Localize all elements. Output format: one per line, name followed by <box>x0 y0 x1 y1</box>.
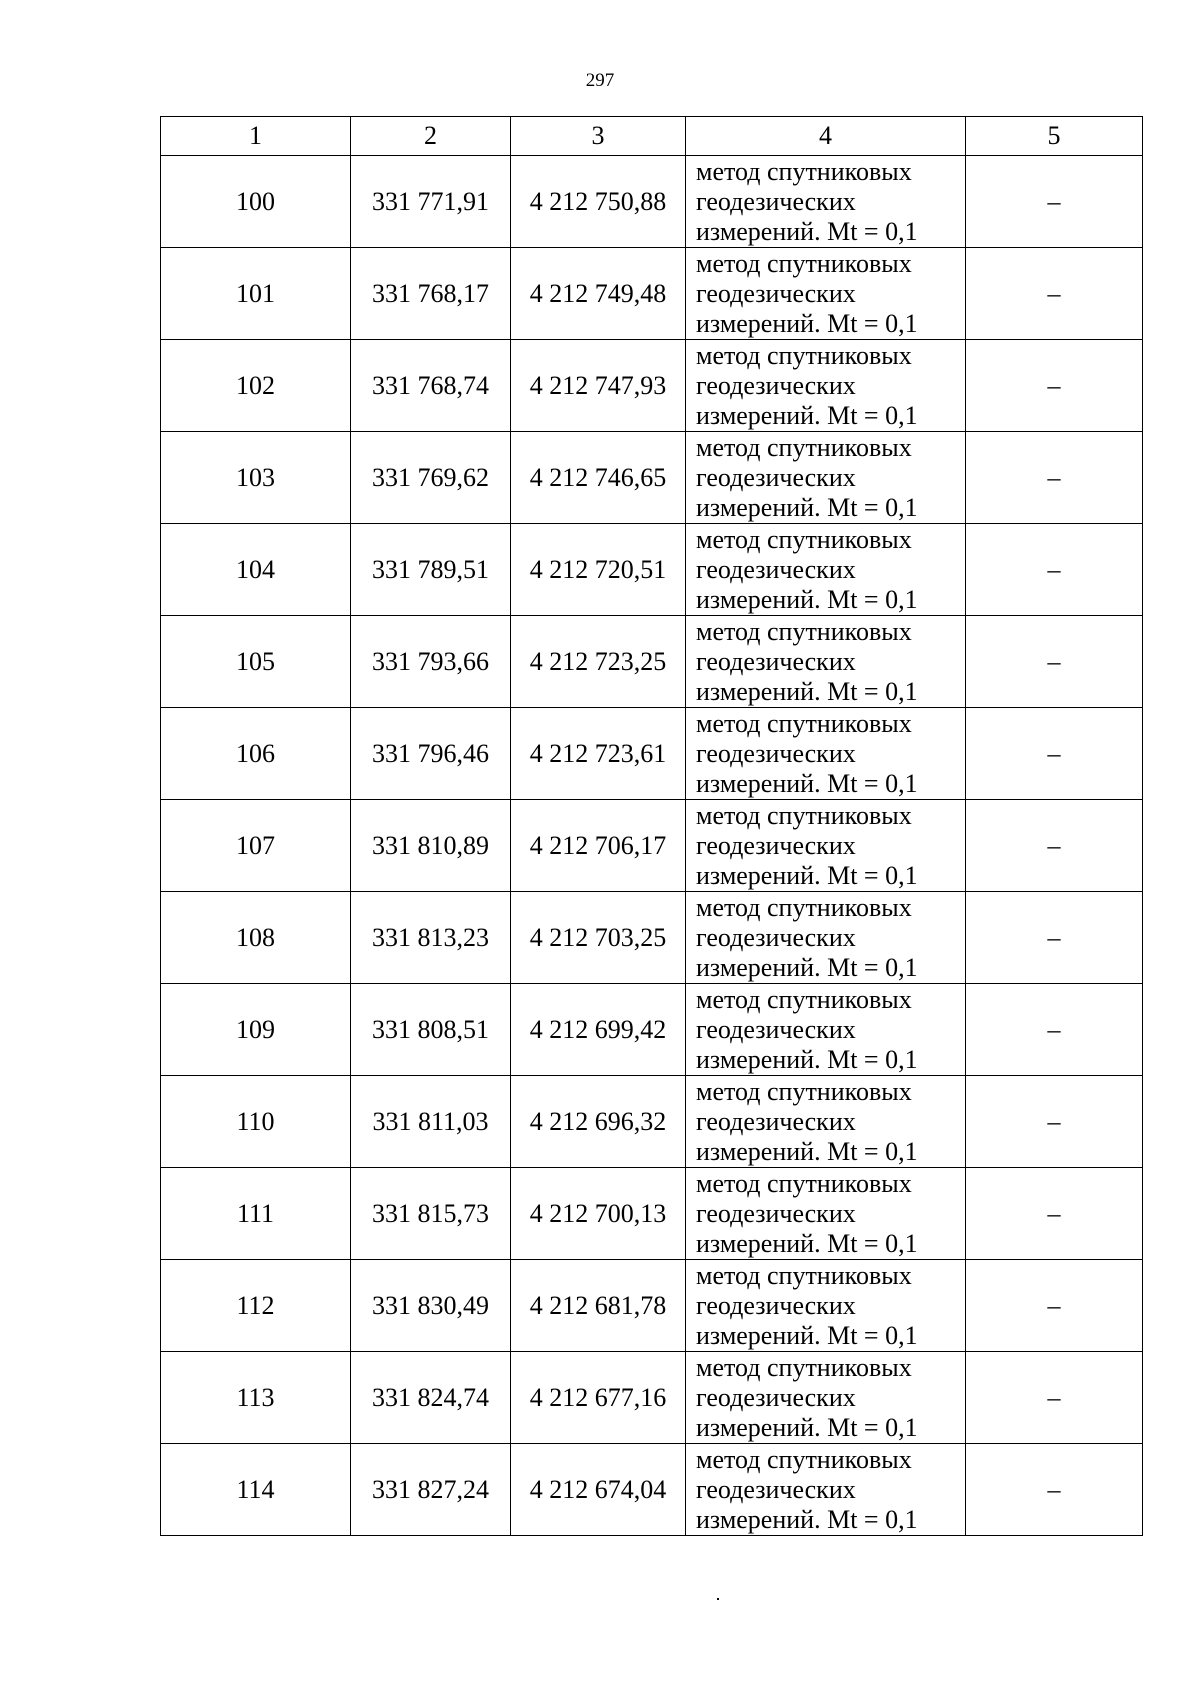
x-coordinate-cell: 331 808,51 <box>351 984 511 1076</box>
method-line: измерений. Mt = 0,1 <box>696 1412 918 1442</box>
method-line: геодезических <box>696 554 856 584</box>
note-cell: – <box>966 340 1143 432</box>
method-line: геодезических <box>696 830 856 860</box>
method-line: геодезических <box>696 1290 856 1320</box>
method-line: геодезических <box>696 186 856 216</box>
method-line: метод спутниковых <box>696 892 912 922</box>
method-line: метод спутниковых <box>696 432 912 462</box>
point-number-cell: 109 <box>161 984 351 1076</box>
header-col-2: 2 <box>351 117 511 156</box>
note-cell: – <box>966 1260 1143 1352</box>
x-coordinate-cell: 331 796,46 <box>351 708 511 800</box>
x-coordinate-cell: 331 824,74 <box>351 1352 511 1444</box>
x-coordinate-cell: 331 810,89 <box>351 800 511 892</box>
x-coordinate-cell: 331 768,17 <box>351 248 511 340</box>
method-line: метод спутниковых <box>696 984 912 1014</box>
table-row <box>161 1444 1143 1536</box>
table-row <box>161 708 1143 800</box>
table-body <box>161 156 1143 1536</box>
table-row <box>161 984 1143 1076</box>
note-cell: – <box>966 984 1143 1076</box>
x-coordinate-cell: 331 811,03 <box>351 1076 511 1168</box>
x-coordinate-cell: 331 827,24 <box>351 1444 511 1536</box>
method-line: измерений. Mt = 0,1 <box>696 1136 918 1166</box>
note-cell: – <box>966 1352 1143 1444</box>
note-cell: – <box>966 708 1143 800</box>
y-coordinate-cell: 4 212 750,88 <box>511 156 686 248</box>
method-line: метод спутниковых <box>696 248 912 278</box>
note-cell: – <box>966 432 1143 524</box>
method-line: метод спутниковых <box>696 1352 912 1382</box>
table-row <box>161 1260 1143 1352</box>
y-coordinate-cell: 4 212 677,16 <box>511 1352 686 1444</box>
header-col-4: 4 <box>686 117 966 156</box>
note-cell: – <box>966 156 1143 248</box>
method-cell <box>686 800 966 892</box>
method-line: измерений. Mt = 0,1 <box>696 584 918 614</box>
note-cell: – <box>966 524 1143 616</box>
x-coordinate-cell: 331 830,49 <box>351 1260 511 1352</box>
y-coordinate-cell: 4 212 681,78 <box>511 1260 686 1352</box>
table-row <box>161 1352 1143 1444</box>
method-line: измерений. Mt = 0,1 <box>696 1228 918 1258</box>
table-row <box>161 1076 1143 1168</box>
method-cell <box>686 1076 966 1168</box>
table-row <box>161 340 1143 432</box>
method-cell <box>686 156 966 248</box>
method-cell <box>686 892 966 984</box>
method-line: геодезических <box>696 1474 856 1504</box>
table-row <box>161 800 1143 892</box>
header-row <box>161 117 1143 156</box>
method-line: метод спутниковых <box>696 708 912 738</box>
page-number: 297 <box>585 70 615 91</box>
method-line: метод спутниковых <box>696 1168 912 1198</box>
method-line: метод спутниковых <box>696 616 912 646</box>
point-number-cell: 102 <box>161 340 351 432</box>
y-coordinate-cell: 4 212 700,13 <box>511 1168 686 1260</box>
method-cell <box>686 1168 966 1260</box>
y-coordinate-cell: 4 212 749,48 <box>511 248 686 340</box>
table-row <box>161 432 1143 524</box>
method-line: метод спутниковых <box>696 340 912 370</box>
point-number-cell: 105 <box>161 616 351 708</box>
x-coordinate-cell: 331 789,51 <box>351 524 511 616</box>
method-line: геодезических <box>696 370 856 400</box>
method-line: геодезических <box>696 922 856 952</box>
point-number-cell: 100 <box>161 156 351 248</box>
table-row <box>161 248 1143 340</box>
method-cell <box>686 432 966 524</box>
table-row <box>161 156 1143 248</box>
point-number-cell: 110 <box>161 1076 351 1168</box>
x-coordinate-cell: 331 771,91 <box>351 156 511 248</box>
method-line: измерений. Mt = 0,1 <box>696 676 918 706</box>
table-row <box>161 616 1143 708</box>
note-cell: – <box>966 1076 1143 1168</box>
y-coordinate-cell: 4 212 706,17 <box>511 800 686 892</box>
method-line: измерений. Mt = 0,1 <box>696 768 918 798</box>
y-coordinate-cell: 4 212 723,25 <box>511 616 686 708</box>
method-line: геодезических <box>696 1198 856 1228</box>
y-coordinate-cell: 4 212 723,61 <box>511 708 686 800</box>
method-line: метод спутниковых <box>696 800 912 830</box>
method-line: геодезических <box>696 738 856 768</box>
method-cell <box>686 1444 966 1536</box>
table-header <box>161 117 1143 156</box>
method-line: метод спутниковых <box>696 1444 912 1474</box>
method-line: измерений. Mt = 0,1 <box>696 860 918 890</box>
method-cell <box>686 1352 966 1444</box>
method-cell <box>686 1260 966 1352</box>
header-col-5: 5 <box>966 117 1143 156</box>
header-col-1: 1 <box>161 117 351 156</box>
y-coordinate-cell: 4 212 747,93 <box>511 340 686 432</box>
point-number-cell: 111 <box>161 1168 351 1260</box>
method-line: измерений. Mt = 0,1 <box>696 216 918 246</box>
y-coordinate-cell: 4 212 699,42 <box>511 984 686 1076</box>
method-line: измерений. Mt = 0,1 <box>696 308 918 338</box>
method-cell <box>686 708 966 800</box>
method-line: метод спутниковых <box>696 156 912 186</box>
method-line: геодезических <box>696 646 856 676</box>
method-line: метод спутниковых <box>696 1260 912 1290</box>
x-coordinate-cell: 331 813,23 <box>351 892 511 984</box>
x-coordinate-cell: 331 793,66 <box>351 616 511 708</box>
y-coordinate-cell: 4 212 746,65 <box>511 432 686 524</box>
method-line: измерений. Mt = 0,1 <box>696 1044 918 1074</box>
y-coordinate-cell: 4 212 674,04 <box>511 1444 686 1536</box>
y-coordinate-cell: 4 212 696,32 <box>511 1076 686 1168</box>
method-cell <box>686 340 966 432</box>
method-line: геодезических <box>696 278 856 308</box>
point-number-cell: 114 <box>161 1444 351 1536</box>
method-cell <box>686 248 966 340</box>
note-cell: – <box>966 892 1143 984</box>
method-line: метод спутниковых <box>696 524 912 554</box>
point-number-cell: 113 <box>161 1352 351 1444</box>
coordinates-table <box>160 116 1143 1536</box>
table-row <box>161 892 1143 984</box>
y-coordinate-cell: 4 212 720,51 <box>511 524 686 616</box>
scan-dot <box>717 1598 719 1600</box>
method-line: измерений. Mt = 0,1 <box>696 1504 918 1534</box>
note-cell: – <box>966 248 1143 340</box>
point-number-cell: 112 <box>161 1260 351 1352</box>
point-number-cell: 103 <box>161 432 351 524</box>
method-line: геодезических <box>696 1014 856 1044</box>
method-cell <box>686 524 966 616</box>
method-line: измерений. Mt = 0,1 <box>696 952 918 982</box>
table-row <box>161 524 1143 616</box>
table-row <box>161 1168 1143 1260</box>
method-line: измерений. Mt = 0,1 <box>696 1320 918 1350</box>
header-col-3: 3 <box>511 117 686 156</box>
method-line: метод спутниковых <box>696 1076 912 1106</box>
method-line: геодезических <box>696 462 856 492</box>
point-number-cell: 106 <box>161 708 351 800</box>
y-coordinate-cell: 4 212 703,25 <box>511 892 686 984</box>
method-cell <box>686 616 966 708</box>
point-number-cell: 108 <box>161 892 351 984</box>
point-number-cell: 107 <box>161 800 351 892</box>
note-cell: – <box>966 1444 1143 1536</box>
point-number-cell: 101 <box>161 248 351 340</box>
point-number-cell: 104 <box>161 524 351 616</box>
note-cell: – <box>966 616 1143 708</box>
method-line: измерений. Mt = 0,1 <box>696 400 918 430</box>
x-coordinate-cell: 331 815,73 <box>351 1168 511 1260</box>
x-coordinate-cell: 331 768,74 <box>351 340 511 432</box>
note-cell: – <box>966 1168 1143 1260</box>
x-coordinate-cell: 331 769,62 <box>351 432 511 524</box>
method-cell <box>686 984 966 1076</box>
note-cell: – <box>966 800 1143 892</box>
method-line: геодезических <box>696 1106 856 1136</box>
method-line: геодезических <box>696 1382 856 1412</box>
method-line: измерений. Mt = 0,1 <box>696 492 918 522</box>
